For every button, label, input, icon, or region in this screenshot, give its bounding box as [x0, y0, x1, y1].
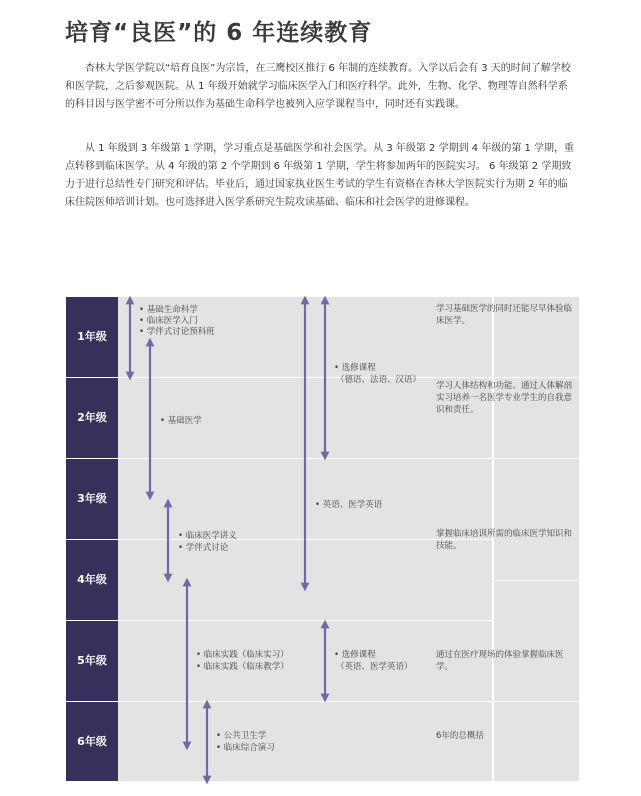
- description-stage-2: 学习人体结构和功能。通过人体解剖实习培养一名医学专业学生的自我意识和责任。: [436, 381, 573, 415]
- course-elective-2: • 选修课程: [334, 650, 376, 660]
- year-label-6: 6年级: [77, 735, 107, 748]
- curriculum-paragraph: 从 1 年级到 3 年级第 1 学期，学习重点是基础医学和社会医学。从 3 年级第 2 学期到 4 年级的第 1 学期，重点转移到临床医学。从 4 年级的第 2 个学期到 6 年级第 1 学期，学生将参加两年的医院实习。 6 年级第 2 学期致力于进行总结性专门研究和评估。毕业后，通过国家执业医生考试的学生有资格在杏林大学医院实行为期 2 年的临床住院医师培训计划。也可选择进入医学系研究生院攻读基础、临床和社会医学的进修课程。: [65, 143, 575, 208]
- course-basic-medicine: • 基础医学: [160, 416, 202, 426]
- course-clinical-intro: • 临床医学入门: [139, 316, 198, 326]
- row-divider: [66, 620, 492, 621]
- course-basic-life-science: • 基础生命科学: [139, 305, 198, 315]
- course-clinical-teaching: • 临床实践（临床教学）: [196, 662, 289, 672]
- year-label-5: 5年级: [77, 654, 107, 667]
- row-divider: [66, 377, 579, 378]
- row-divider: [66, 539, 492, 540]
- page-title: 培育“良医”的 6 年连续教育: [65, 20, 373, 46]
- course-clinical-lecture: • 临床医学讲义: [178, 531, 237, 541]
- course-pre-seminar: • 学伴式讨论预科班: [139, 327, 215, 337]
- row-divider: [494, 580, 579, 581]
- course-english: • 英语、医学英语: [315, 500, 383, 510]
- description-stage-4: 通过在医疗现场的体验掌握临床医学。: [436, 650, 564, 672]
- description-stage-5: 6年的总概括: [436, 731, 484, 741]
- year-label-2: 2年级: [77, 411, 107, 424]
- course-elective-2-sub: （英语、医学英语）: [336, 662, 413, 672]
- year-label-3: 3年级: [77, 492, 107, 505]
- row-divider: [66, 458, 579, 459]
- row-divider: [66, 701, 579, 702]
- course-clinical-comprehensive: • 临床综合演习: [216, 743, 275, 753]
- course-elective-1: • 选修课程: [334, 363, 376, 373]
- year-label-4: 4年级: [77, 573, 107, 586]
- course-seminar: • 学伴式讨论: [178, 543, 229, 553]
- intro-paragraph: 杏林大学医学院以“培育良医”为宗旨，在三鹰校区推行 6 年制的连续教育。入学以后会有 3 天的时间了解学校和医学院，之后参观医院。从 1 年级开始就学习临床医学入门和医疗科学。此外，生物、化学、物理等自然科学系的科目因与医学密不可分所以作为基础生命科学也被列入应学课程当中，同时还有实践课。: [65, 63, 571, 110]
- course-elective-1-sub: （德语、法语、汉语）: [336, 375, 422, 385]
- course-clinical-practice: • 临床实践（临床实习）: [196, 650, 289, 660]
- course-public-health: • 公共卫生学: [216, 731, 267, 741]
- description-stage-1: 学习基础医学的同时还能尽早体验临床医学。: [436, 304, 573, 326]
- year-label-1: 1年级: [77, 330, 107, 343]
- description-stage-3: 掌握临床培训所需的临床医学知识和技能。: [436, 529, 573, 551]
